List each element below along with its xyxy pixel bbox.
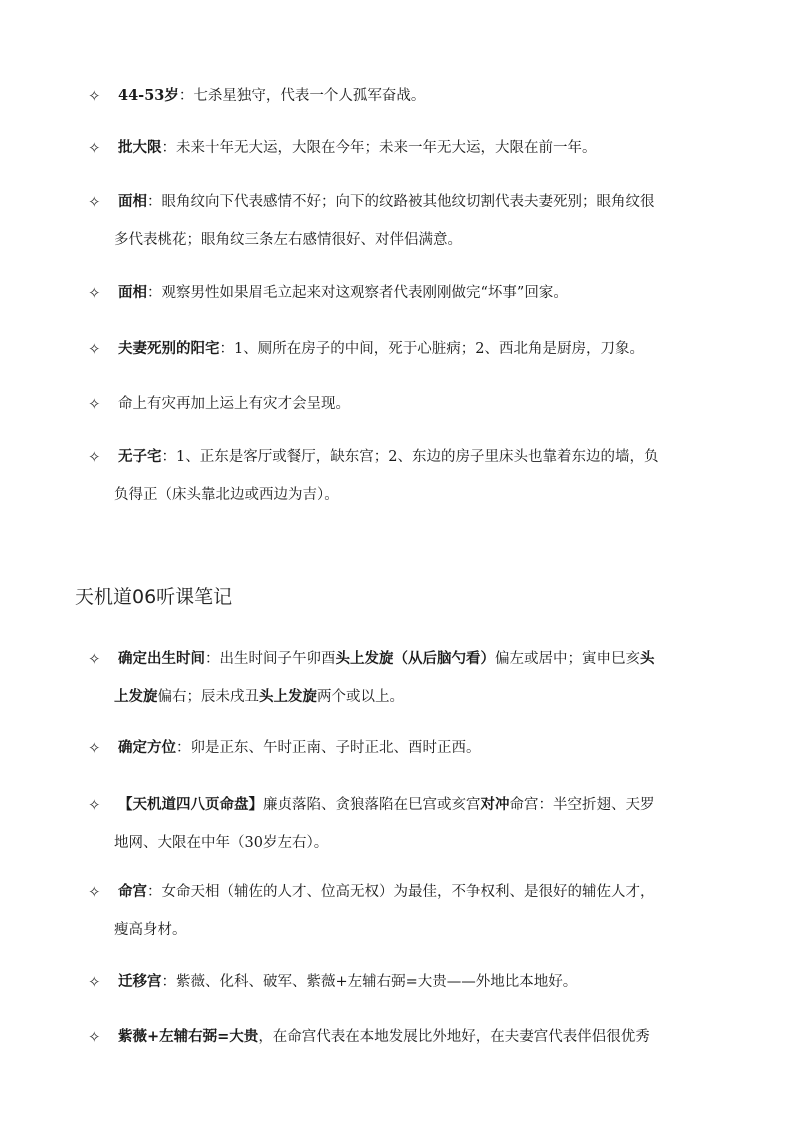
note-keyword: 上发旋 <box>114 688 158 705</box>
note-item <box>88 129 720 167</box>
bullet-icon: ✧ <box>88 284 101 302</box>
note-text-continued: 多代表桃花；眼角纹三条左右感情很好、对伴侣满意。 <box>114 232 462 248</box>
bullet-icon: ✧ <box>88 973 101 991</box>
bullet-icon: ✧ <box>88 739 101 757</box>
note-text: 偏右；辰未戌丑 <box>157 689 259 705</box>
note-text: ：观察男性如果眉毛立起来对这观察者代表刚刚做完“坏事”回家。 <box>147 285 568 301</box>
note-item <box>88 640 720 716</box>
note-text: 廉贞落陷、贪狼落陷在巳宫或亥宫 <box>263 797 481 813</box>
note-keyword: 紫薇+左辅右弼=大贵 <box>118 1028 259 1045</box>
note-text: ：未来十年无大运，大限在今年；未来一年无大运，大限在前一年。 <box>161 140 597 156</box>
note-keyword: 头 <box>640 650 655 667</box>
bullet-icon: ✧ <box>88 193 101 211</box>
note-keyword: 夫妻死别的阳宅 <box>118 340 220 357</box>
note-keyword: 命宫 <box>118 883 147 900</box>
note-item <box>88 1018 720 1056</box>
note-item <box>88 183 720 259</box>
note-keyword: 头上发旋 <box>259 688 317 705</box>
note-text: 命上有灾再加上运上有灾才会呈现。 <box>118 396 350 412</box>
note-keyword: 对冲 <box>480 796 510 813</box>
note-item <box>88 786 720 862</box>
bullet-icon: ✧ <box>88 448 101 466</box>
note-text: 两个或以上。 <box>317 689 404 705</box>
note-keyword: 迁移宫 <box>118 973 162 990</box>
note-keyword: 44-53岁 <box>118 87 179 104</box>
note-text-continued: 瘦高身材。 <box>114 922 187 938</box>
note-item <box>88 77 720 115</box>
note-keyword: 确定出生时间 <box>118 650 205 667</box>
bullet-icon: ✧ <box>88 395 101 413</box>
note-item <box>88 873 720 949</box>
note-text: ：卯是正东、午时正南、子时正北、酉时正西。 <box>176 740 481 756</box>
bullet-icon: ✧ <box>88 650 101 668</box>
bullet-icon: ✧ <box>88 1028 101 1046</box>
note-keyword: 批大限 <box>118 139 162 156</box>
note-text: ：出生时间子午卯酉 <box>205 651 336 667</box>
bullet-icon: ✧ <box>88 139 101 157</box>
bullet-icon: ✧ <box>88 340 101 358</box>
note-item <box>88 438 720 514</box>
note-item <box>88 385 720 423</box>
note-text: ：女命天相（辅佐的人才、位高无权）为最佳，不争权利、是很好的辅佐人才， <box>147 884 655 900</box>
note-keyword: 头上发旋（从后脑勺看） <box>335 650 495 667</box>
note-text: ，在命宫代表在本地发展比外地好，在夫妻宫代表伴侣很优秀 <box>258 1029 650 1045</box>
note-text: ：1、正东是客厅或餐厅，缺东宫；2、东边的房子里床头也靠着东边的墙，负 <box>161 449 659 465</box>
note-keyword: 确定方位 <box>118 739 176 756</box>
note-item <box>88 963 720 1001</box>
note-text: ：眼角纹向下代表感情不好；向下的纹路被其他纹切割代表夫妻死别；眼角纹很 <box>147 194 655 210</box>
note-text: 命宫：半空折翅、天罗 <box>509 797 655 813</box>
bullet-icon: ✧ <box>88 87 101 105</box>
note-item <box>88 729 720 767</box>
note-text: ：1、厕所在房子的中间，死于心脏病；2、西北角是厨房，刀象。 <box>219 341 644 357</box>
bullet-icon: ✧ <box>88 883 101 901</box>
note-text-continued: 地网、大限在中年（30岁左右）。 <box>114 835 329 851</box>
note-text: 偏左或居中；寅申巳亥 <box>495 651 640 667</box>
note-keyword: 无子宅 <box>118 448 162 465</box>
section-heading: 天机道06听课笔记 <box>75 586 233 608</box>
note-keyword: 面相 <box>118 284 147 301</box>
note-text: ：紫薇、化科、破军、紫薇+左辅右弼=大贵——外地比本地好。 <box>161 974 578 990</box>
note-text-continued: 负得正（床头靠北边或西边为吉）。 <box>114 487 339 503</box>
note-text: ：七杀星独守，代表一个人孤军奋战。 <box>178 88 426 104</box>
bullet-icon: ✧ <box>88 796 101 814</box>
note-keyword: 面相 <box>118 193 147 210</box>
note-item <box>88 330 720 368</box>
note-item <box>88 274 720 312</box>
note-keyword: 【天机道四八页命盘】 <box>118 796 263 813</box>
